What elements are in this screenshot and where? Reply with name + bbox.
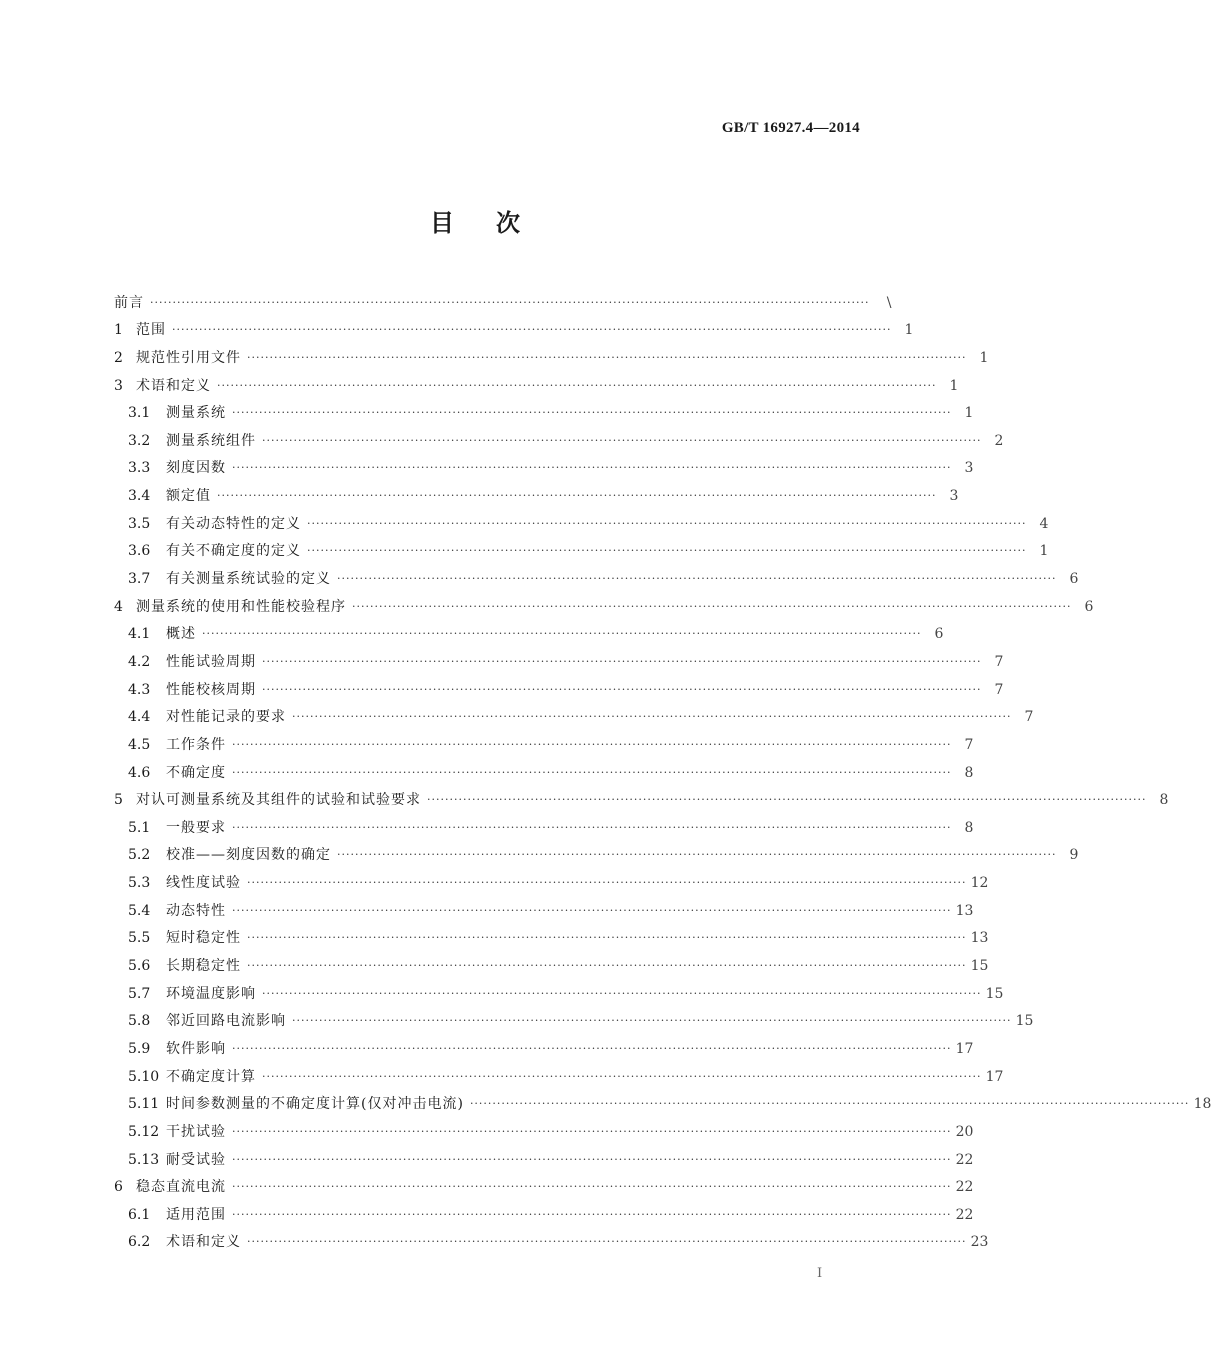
toc-entry-label: 适用范围	[166, 1206, 226, 1223]
toc-entry-label: 有关不确定度的定义	[166, 543, 301, 560]
toc-entry-page: 6	[1084, 598, 1094, 615]
toc-entry-number: 4.6	[128, 764, 151, 781]
toc-entry[interactable]	[110, 616, 944, 644]
toc-entry-label: 术语和定义	[166, 1234, 241, 1251]
toc-leader-dots: ································································································································································	[469, 1097, 1190, 1111]
toc-entry-page: 8	[1159, 792, 1169, 809]
toc-leader-dots: ································································································································································	[172, 323, 892, 337]
toc-entry[interactable]	[110, 975, 1004, 1003]
toc-entry[interactable]	[110, 671, 1004, 699]
toc-entry-number: 4.2	[128, 653, 151, 670]
toc-leader-dots: ································································································································································	[292, 1014, 1012, 1028]
toc-entry[interactable]	[110, 1141, 974, 1169]
toc-entry[interactable]	[110, 1224, 989, 1252]
toc-entry-page: 9	[1069, 847, 1079, 864]
toc-entry[interactable]	[110, 782, 1169, 810]
toc-leader-dots: ································································································································································	[292, 710, 1012, 724]
toc-entry[interactable]	[110, 1113, 974, 1141]
toc-entry-label: 前言	[114, 294, 144, 311]
toc-entry-page: 1	[964, 405, 974, 422]
toc-leader-dots: ································································································································································	[262, 1069, 982, 1083]
toc-entry-page: 18	[1193, 1096, 1211, 1113]
toc-entry-number: 4	[114, 598, 123, 615]
toc-entry-page: 12	[970, 875, 989, 892]
toc-entry[interactable]	[110, 699, 1034, 727]
toc-leader-dots: ································································································································································	[247, 876, 967, 890]
toc-entry-page: 1	[949, 377, 959, 394]
toc-leader-dots: ································································································································································	[232, 1207, 952, 1221]
toc-entry-label: 范围	[136, 322, 166, 339]
toc-entry[interactable]	[110, 837, 1079, 865]
toc-entry-page: 6	[934, 626, 944, 643]
toc-entry-number: 6	[114, 1179, 123, 1196]
toc-entry-number: 5.4	[128, 902, 151, 919]
toc-entry[interactable]	[110, 754, 974, 782]
toc-entry-number: 3.3	[128, 460, 151, 477]
toc-entry-number: 5.12	[128, 1123, 160, 1140]
toc-entry[interactable]	[110, 312, 914, 340]
toc-entry-page: \	[886, 294, 892, 311]
toc-entry-page: 1	[979, 349, 989, 366]
toc-entry-number: 4.1	[128, 626, 151, 643]
toc-entry[interactable]	[110, 1058, 1004, 1086]
toc-entry-page: 20	[955, 1123, 974, 1140]
toc-entry-label: 时间参数测量的不确定度计算(仅对冲击电流)	[166, 1096, 464, 1113]
toc-leader-dots: ································································································································································	[247, 959, 967, 973]
toc-entry[interactable]	[110, 395, 974, 423]
toc-entry-number: 5.13	[128, 1151, 160, 1168]
toc-entry-page: 3	[964, 460, 974, 477]
toc-entry-label: 概述	[166, 626, 196, 643]
toc-entry-label: 刻度因数	[166, 460, 226, 477]
toc-entry-label: 干扰试验	[166, 1123, 226, 1140]
toc-entry-label: 耐受试验	[166, 1151, 226, 1168]
toc-entry-label: 一般要求	[166, 819, 226, 836]
toc-leader-dots: ································································································································································	[247, 350, 967, 364]
toc-entry-label: 不确定度计算	[166, 1068, 256, 1085]
toc-entry[interactable]	[110, 1169, 974, 1197]
page-title	[0, 203, 950, 238]
toc-leader-dots: ································································································································································	[307, 516, 1027, 530]
toc-entry[interactable]	[110, 1086, 1211, 1114]
toc-entry-page: 1	[1039, 543, 1049, 560]
toc-entry-number: 6.2	[128, 1234, 151, 1251]
toc-entry-number: 3.1	[128, 405, 151, 422]
toc-entry-label: 术语和定义	[136, 377, 211, 394]
toc-entry-label: 性能校核周期	[166, 681, 256, 698]
toc-entry[interactable]	[110, 809, 974, 837]
toc-entry-page: 13	[955, 902, 974, 919]
toc-leader-dots: ································································································································································	[232, 1152, 952, 1166]
toc-entry-label: 工作条件	[166, 736, 226, 753]
toc-leader-dots: ································································································································································	[232, 903, 952, 917]
toc-entry-number: 6.1	[128, 1206, 151, 1223]
toc-leader-dots: ································································································································································	[247, 931, 967, 945]
toc-entry[interactable]	[110, 1030, 974, 1058]
toc-entry-label: 对认可测量系统及其组件的试验和试验要求	[136, 792, 421, 809]
toc-entry-page: 8	[964, 764, 974, 781]
toc-entry[interactable]	[110, 864, 989, 892]
toc-entry-number: 5.5	[128, 930, 151, 947]
toc-entry-page: 23	[970, 1234, 989, 1251]
toc-entry[interactable]	[110, 560, 1079, 588]
toc-entry-page: 17	[955, 1040, 974, 1057]
toc-entry-number: 5.11	[128, 1096, 160, 1113]
toc-entry[interactable]	[110, 284, 892, 312]
toc-entry[interactable]	[110, 367, 959, 395]
toc-entry-page: 7	[994, 681, 1004, 698]
toc-entry-label: 校准——刻度因数的确定	[166, 847, 331, 864]
toc-leader-dots: ································································································································································	[262, 682, 982, 696]
toc-entry-number: 4.4	[128, 709, 151, 726]
toc-entry-number: 5.9	[128, 1040, 151, 1057]
toc-entry-label: 短时稳定性	[166, 930, 241, 947]
toc-leader-dots: ································································································································································	[262, 986, 982, 1000]
toc-entry-number: 5.6	[128, 958, 151, 975]
toc-entry-label: 对性能记录的要求	[166, 709, 286, 726]
toc-entry-page: 4	[1039, 515, 1049, 532]
toc-entry-page: 7	[994, 653, 1004, 670]
toc-entry-page: 7	[964, 736, 974, 753]
toc-entry[interactable]	[110, 339, 989, 367]
standard-code: GB/T 16927.4—2014	[721, 120, 860, 136]
toc-leader-dots: ································································································································································	[232, 737, 952, 751]
toc-entry-label: 测量系统组件	[166, 432, 256, 449]
toc-entry[interactable]	[110, 947, 989, 975]
toc-entry-label: 测量系统	[166, 405, 226, 422]
toc-entry-number: 3	[114, 377, 123, 394]
toc-entry[interactable]	[110, 588, 1094, 616]
toc-entry[interactable]	[110, 422, 1004, 450]
toc-entry[interactable]	[110, 505, 1049, 533]
title-char-1: 目	[430, 208, 454, 237]
toc-entry[interactable]	[110, 477, 959, 505]
toc-entry-label: 动态特性	[166, 902, 226, 919]
toc-entry-page: 22	[955, 1179, 974, 1196]
toc-entry-page: 3	[949, 488, 959, 505]
toc-entry-label: 不确定度	[166, 764, 226, 781]
toc-leader-dots: ································································································································································	[202, 627, 922, 641]
toc-leader-dots: ································································································································································	[232, 461, 952, 475]
toc-entry-number: 4.5	[128, 736, 151, 753]
toc-leader-dots: ································································································································································	[232, 1124, 952, 1138]
toc-entry-label: 有关测量系统试验的定义	[166, 571, 331, 588]
toc-entry-label: 线性度试验	[166, 875, 241, 892]
toc-entry[interactable]	[110, 533, 1049, 561]
toc-entry[interactable]	[110, 726, 974, 754]
toc-leader-dots: ································································································································································	[150, 295, 870, 309]
table-of-contents	[110, 284, 1211, 1251]
toc-entry-number: 5.3	[128, 875, 151, 892]
toc-entry-number: 2	[114, 349, 123, 366]
toc-entry-number: 4.3	[128, 681, 151, 698]
toc-entry[interactable]	[110, 1003, 1034, 1031]
toc-entry[interactable]	[110, 892, 974, 920]
toc-entry-page: 15	[970, 958, 989, 975]
toc-leader-dots: ································································································································································	[352, 599, 1072, 613]
toc-leader-dots: ································································································································································	[232, 1041, 952, 1055]
toc-entry-page: 1	[904, 322, 914, 339]
toc-entry-page: 2	[994, 432, 1004, 449]
toc-entry-number: 5.2	[128, 847, 151, 864]
toc-entry-label: 性能试验周期	[166, 653, 256, 670]
toc-entry-label: 长期稳定性	[166, 958, 241, 975]
toc-leader-dots: ································································································································································	[337, 848, 1057, 862]
toc-entry-number: 3.6	[128, 543, 151, 560]
toc-entry-label: 软件影响	[166, 1040, 226, 1057]
toc-entry-number: 5.1	[128, 819, 151, 836]
toc-leader-dots: ································································································································································	[232, 1180, 952, 1194]
toc-entry-label: 有关动态特性的定义	[166, 515, 301, 532]
toc-entry-page: 8	[964, 819, 974, 836]
toc-entry-number: 3.4	[128, 488, 151, 505]
toc-leader-dots: ································································································································································	[337, 572, 1057, 586]
toc-leader-dots: ································································································································································	[247, 1235, 967, 1249]
toc-entry-page: 6	[1069, 571, 1079, 588]
toc-entry-number: 1	[114, 322, 123, 339]
toc-entry-label: 稳态直流电流	[136, 1179, 226, 1196]
toc-entry[interactable]	[110, 1196, 974, 1224]
toc-entry-page: 7	[1024, 709, 1034, 726]
toc-entry-label: 环境温度影响	[166, 985, 256, 1002]
toc-entry-page: 17	[985, 1068, 1004, 1085]
toc-entry[interactable]	[110, 920, 989, 948]
toc-entry-label: 额定值	[166, 488, 211, 505]
toc-entry-number: 5	[114, 792, 123, 809]
toc-entry-number: 5.7	[128, 985, 151, 1002]
toc-entry-number: 3.2	[128, 432, 151, 449]
toc-entry-label: 邻近回路电流影响	[166, 1013, 286, 1030]
toc-entry-number: 5.8	[128, 1013, 151, 1030]
toc-leader-dots: ································································································································································	[307, 544, 1027, 558]
toc-entry-number: 3.7	[128, 571, 151, 588]
toc-entry[interactable]	[110, 450, 974, 478]
toc-leader-dots: ································································································································································	[427, 793, 1147, 807]
toc-leader-dots: ································································································································································	[232, 765, 952, 779]
toc-entry-number: 3.5	[128, 515, 151, 532]
toc-entry-label: 规范性引用文件	[136, 349, 241, 366]
toc-entry-page: 15	[1015, 1013, 1034, 1030]
toc-entry-page: 22	[955, 1206, 974, 1223]
toc-entry-number: 5.10	[128, 1068, 160, 1085]
toc-entry[interactable]	[110, 643, 1004, 671]
toc-entry-label: 测量系统的使用和性能校验程序	[136, 598, 346, 615]
toc-leader-dots: ································································································································································	[262, 654, 982, 668]
toc-entry-page: 15	[985, 985, 1004, 1002]
toc-leader-dots: ································································································································································	[217, 378, 937, 392]
toc-leader-dots: ································································································································································	[232, 406, 952, 420]
page-folio: I	[817, 1266, 823, 1281]
toc-leader-dots: ································································································································································	[232, 820, 952, 834]
toc-leader-dots: ································································································································································	[262, 433, 982, 447]
toc-entry-page: 22	[955, 1151, 974, 1168]
toc-entry-page: 13	[970, 930, 989, 947]
toc-leader-dots: ································································································································································	[217, 489, 937, 503]
title-char-2: 次	[496, 208, 520, 237]
